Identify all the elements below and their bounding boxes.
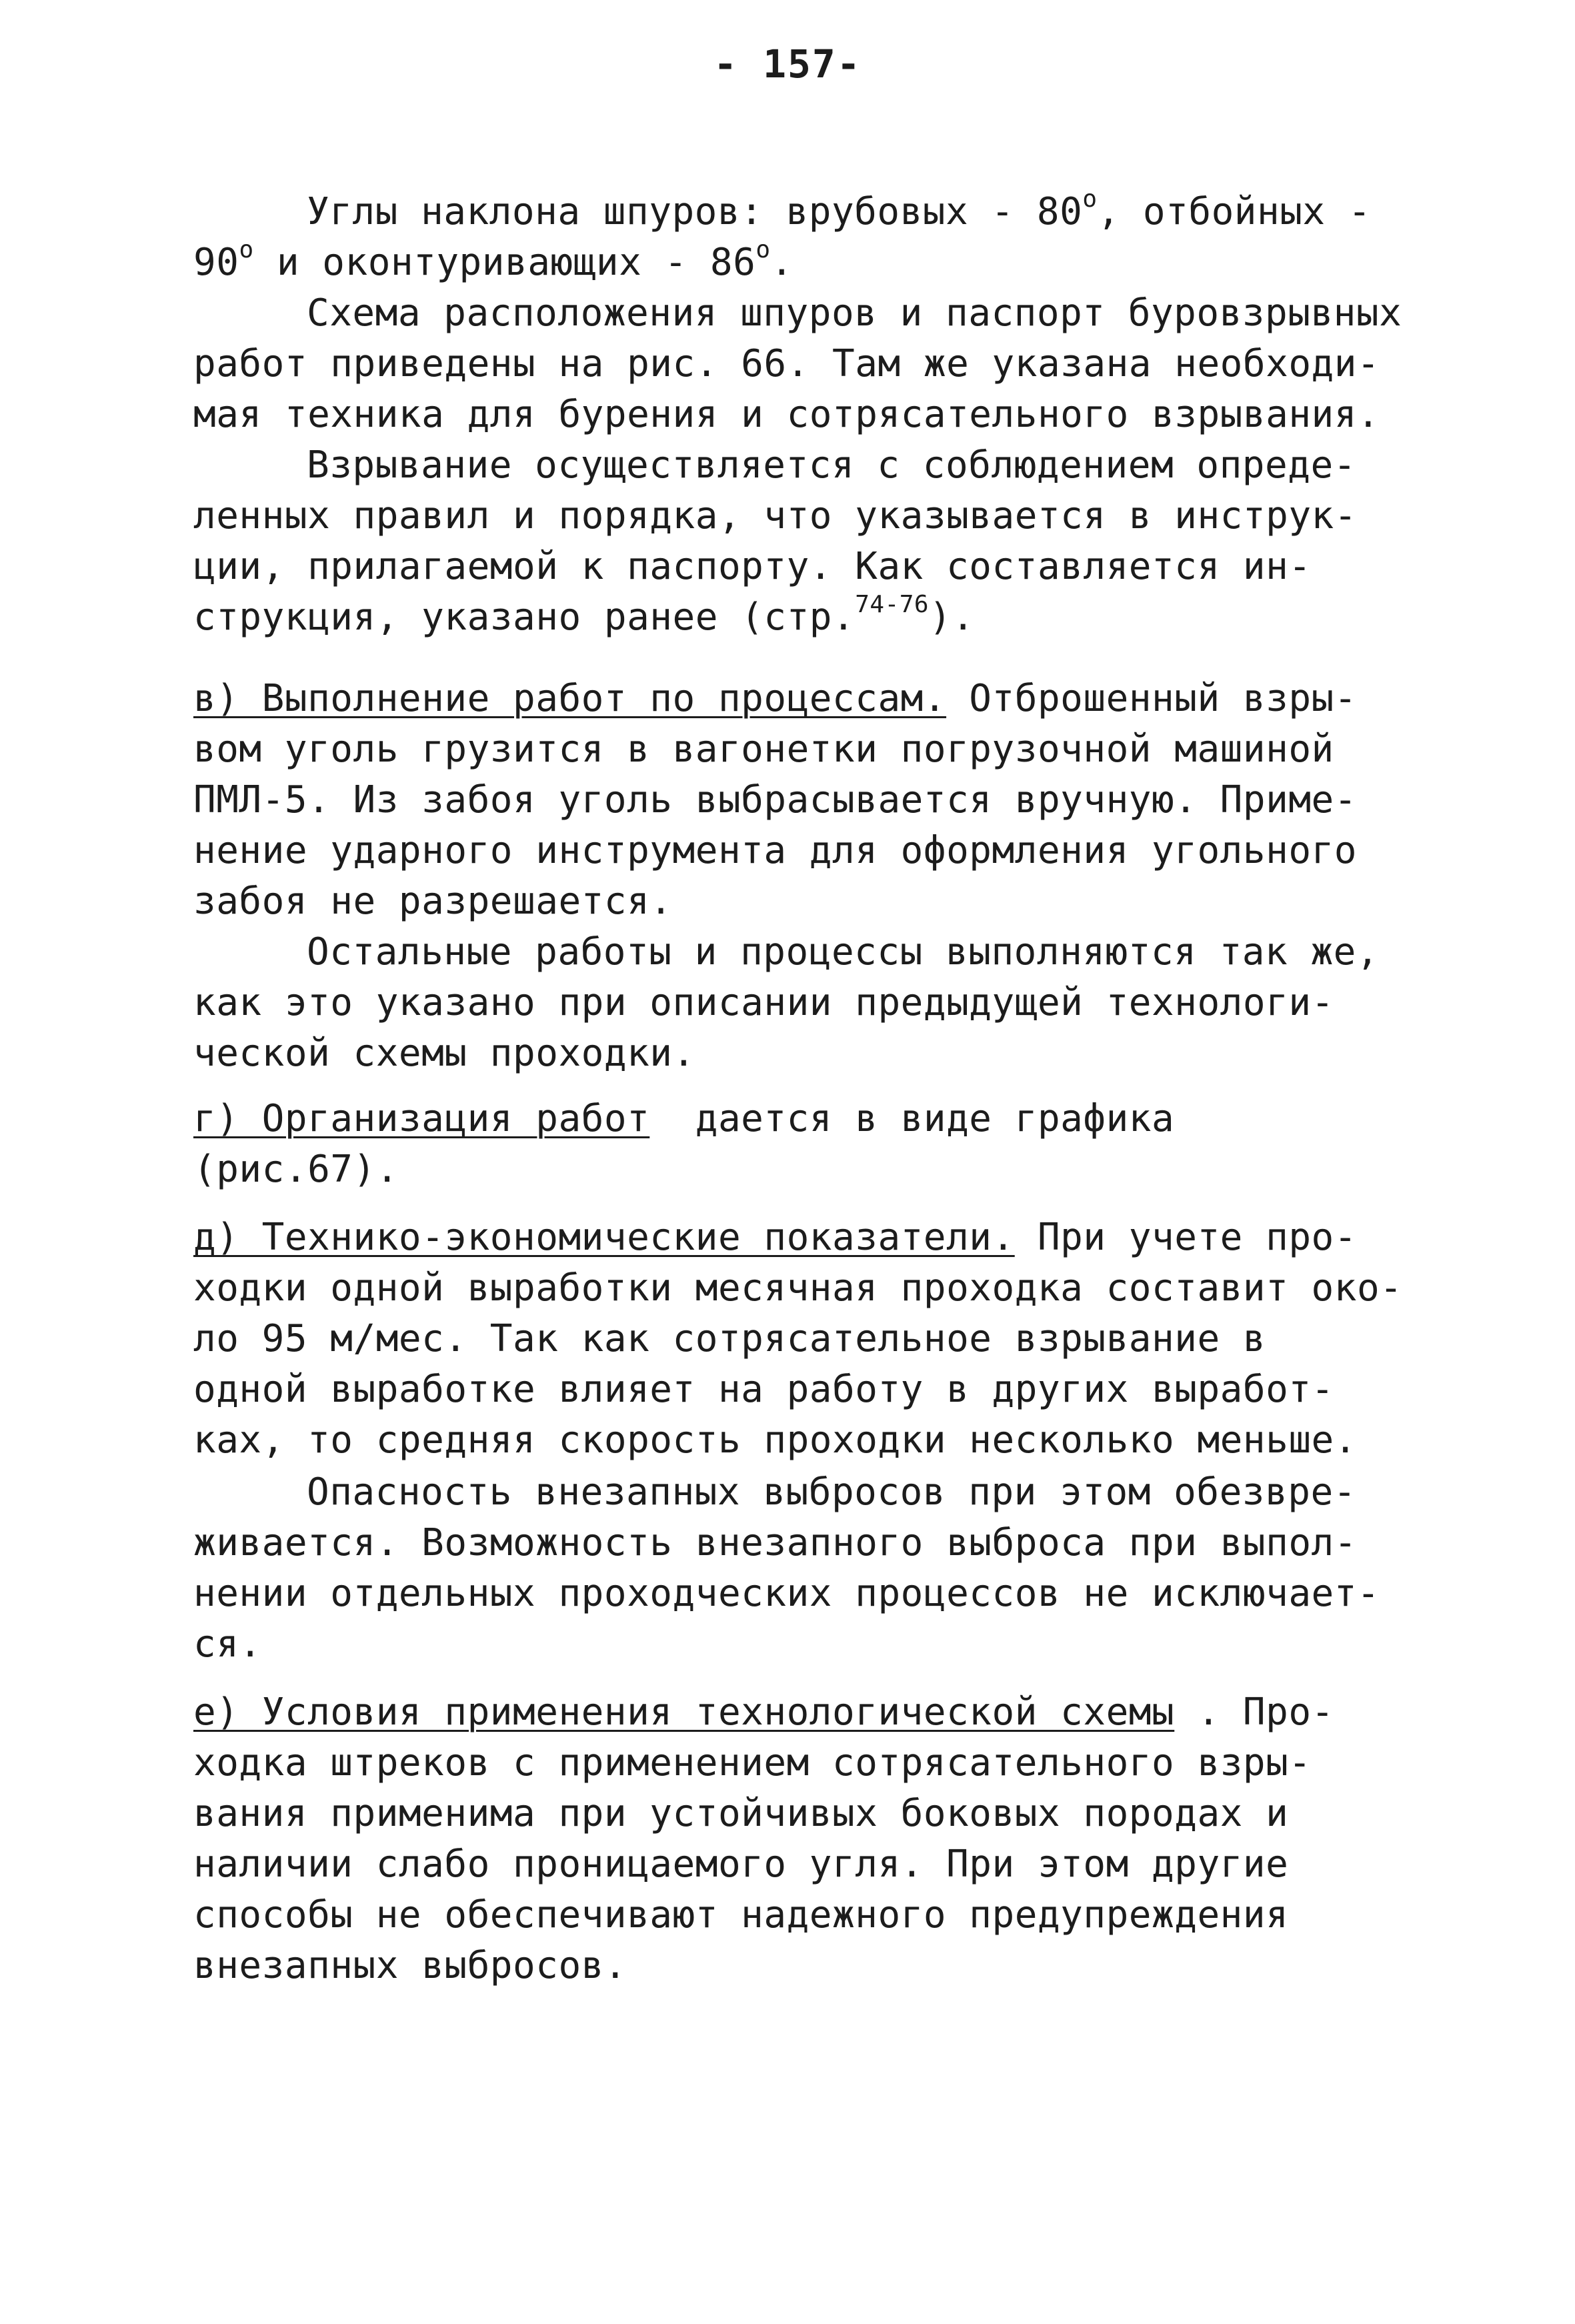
- text-line: мая техника для бурения и сотрясательного взрывания.: [193, 393, 1380, 436]
- section-heading: д) Технико-экономические показатели.: [193, 1216, 1015, 1259]
- text-line: ленных правил и порядка, что указывается в инструк-: [193, 494, 1357, 537]
- text-line: ции, прилагаемой к паспорту. Как составляется ин-: [193, 545, 1312, 588]
- paragraph-scheme: [193, 288, 1414, 440]
- text-line: ческой схемы проходки.: [193, 1032, 695, 1075]
- text-line: струкция, указано ранее (стр.$^{74-76}$).: [193, 591, 975, 639]
- text-line: нении отдельных проходческих процессов не исключает-: [193, 1572, 1380, 1615]
- text-line: вом уголь грузится в вагонетки погрузочной машиной: [193, 728, 1334, 771]
- text-line: Взрывание осуществляется с соблюдением опреде-: [307, 443, 1356, 487]
- text-line: работ приведены на рис. 66. Там же указана необходи-: [193, 342, 1380, 385]
- text-line: ходки одной выработки месячная проходка составит око-: [193, 1266, 1403, 1310]
- text-line: нение ударного инструмента для оформления угольного: [193, 829, 1357, 872]
- text-line: $90^о$ и оконтуривающих - $86^о$.: [193, 236, 794, 284]
- text-line: забоя не разрешается.: [193, 880, 673, 923]
- text-line: (рис.67).: [193, 1148, 399, 1191]
- text-line: наличии слабо проницаемого угля. При этом другие: [193, 1843, 1289, 1886]
- text-line: Схема расположения шпуров и паспорт буровзрывных: [307, 291, 1402, 335]
- paragraph-blasting: [193, 440, 1414, 643]
- text-line: Опасность внезапных выбросов при этом обезвре-: [307, 1470, 1356, 1514]
- text-line: ся.: [193, 1622, 262, 1666]
- section-heading: г) Организация работ: [193, 1097, 650, 1140]
- section-heading: е) Условия применения технологической схемы: [193, 1690, 1175, 1734]
- text-line: д) Технико-экономические показатели. При учете про-: [193, 1216, 1357, 1259]
- section-d: [193, 1212, 1414, 1466]
- text-line: Углы наклона шпуров: врубовых - $80^о$, отбойных -: [307, 185, 1372, 233]
- text-line: е) Условия применения технологической схемы . Про-: [193, 1690, 1334, 1734]
- section-heading: в) Выполнение работ по процессам.: [193, 677, 947, 720]
- text-line: одной выработке влияет на работу в других выработ-: [193, 1368, 1334, 1411]
- paragraph-outbursts: [193, 1467, 1414, 1670]
- text-line: ходка штреков с применением сотрясательного взры-: [193, 1741, 1312, 1785]
- text-line: в) Выполнение работ по процессам. Отброшенный взры-: [193, 677, 1357, 720]
- section-e: [193, 1687, 1414, 1991]
- text-line: Остальные работы и процессы выполняются так же,: [307, 930, 1380, 974]
- text-line: вания применима при устойчивых боковых породах и: [193, 1792, 1289, 1835]
- text-line: ло 95 м/мес. Так как сотрясательное взрывание в: [193, 1317, 1266, 1360]
- paragraph-angles: [193, 187, 1414, 288]
- text-line: живается. Возможность внезапного выброса при выпол-: [193, 1521, 1357, 1564]
- text-line: как это указано при описании предыдущей технологи-: [193, 981, 1334, 1024]
- section-g: [193, 1094, 1414, 1195]
- section-v: [193, 674, 1414, 927]
- paragraph-other-works: [193, 927, 1414, 1079]
- text-line: внезапных выбросов.: [193, 1944, 627, 1987]
- text-line: способы не обеспечивают надежного предупреждения: [193, 1893, 1289, 1937]
- text-line: г) Организация работ дается в виде графика: [193, 1097, 1175, 1140]
- text-line: ПМЛ-5. Из забоя уголь выбрасывается вручную. Приме-: [193, 778, 1357, 822]
- text-line: ках, то средняя скорость проходки несколько меньше.: [193, 1418, 1357, 1462]
- page-number: - 157-: [713, 41, 862, 87]
